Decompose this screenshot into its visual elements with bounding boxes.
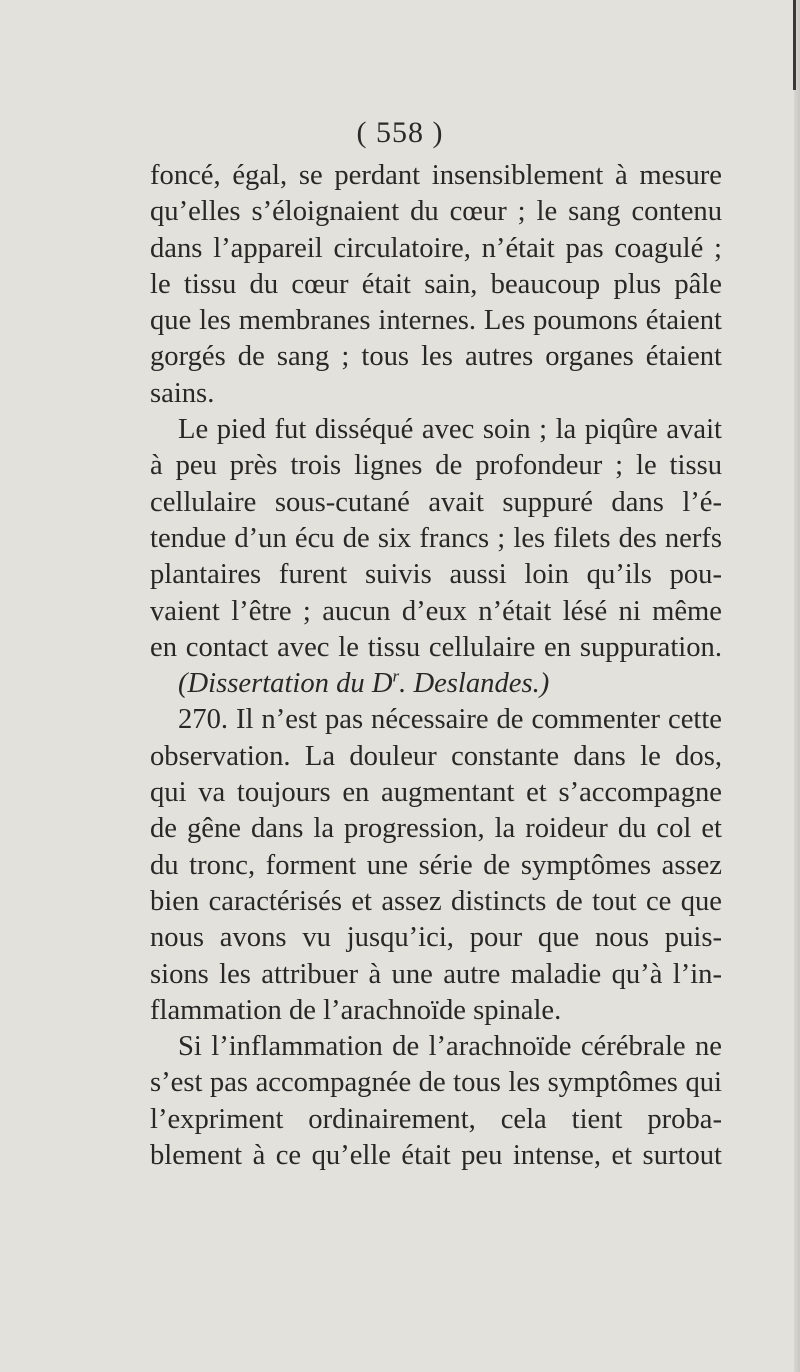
text-line: à peu près trois lignes de profondeur ; le tissu	[150, 450, 722, 482]
body-text	[150, 158, 722, 1174]
text-line: Le pied fut disséqué avec soin ; la piqûre avait	[178, 414, 722, 446]
text-line: gorgés de sang ; tous les autres organes étaient	[150, 341, 722, 373]
page-number: ( 558 )	[356, 116, 444, 149]
text-line: bien caractérisés et assez distincts de tout ce que	[150, 885, 722, 917]
text-line: sains.	[150, 377, 215, 409]
text-line: du tronc, forment une série de symptômes assez	[150, 849, 722, 881]
page-edge	[794, 0, 800, 1372]
text-line: Si l’inflammation de l’arachnoïde cérébrale ne	[178, 1031, 722, 1063]
text-line: le tissu du cœur était sain, beaucoup plus pâle	[150, 268, 722, 300]
text-line: qu’elles s’éloignaient du cœur ; le sang contenu	[150, 196, 722, 228]
text-line: l’expriment ordinairement, cela tient proba-	[150, 1103, 722, 1135]
text-line: foncé, égal, se perdant insensiblement à mesure	[150, 160, 722, 191]
text-line: en contact avec le tissu cellulaire en suppuration.	[150, 631, 722, 663]
text-line: vaient l’être ; aucun d’eux n’était lésé ni même	[150, 595, 722, 627]
text-line: de gêne dans la progression, la roideur du col et	[150, 813, 722, 845]
text-line: que les membranes internes. Les poumons étaient	[150, 305, 722, 337]
text-line: blement à ce qu’elle était peu intense, et surtout	[150, 1140, 722, 1172]
text-line: observation. La douleur constante dans le dos,	[150, 740, 722, 772]
text-line: sions les attribuer à une autre maladie qu’à l’in-	[150, 958, 722, 990]
text-line: qui va toujours en augmentant et s’accompagne	[150, 777, 722, 809]
text-line: s’est pas accompagnée de tous les symptômes qui	[150, 1067, 722, 1099]
citation-open-paren: (	[178, 668, 188, 700]
text-line: plantaires furent suivis aussi loin qu’ils pou-	[150, 559, 722, 591]
citation-superscript: r	[392, 666, 400, 686]
text-line: nous avons vu jusqu’ici, pour que nous puis-	[150, 922, 722, 954]
citation	[150, 666, 722, 702]
page-edge-mark	[793, 0, 796, 90]
text-line: cellulaire sous-cutané avait suppuré dans l’é-	[150, 486, 722, 518]
text-line: tendue d’un écu de six francs ; les filets des nerfs	[150, 522, 722, 554]
text-line: 270. Il n’est pas nécessaire de commenter cette	[178, 704, 722, 736]
text-line: flammation de l’arachnoïde spinale.	[150, 994, 562, 1026]
citation-author: . Deslandes.	[399, 668, 540, 700]
citation-text: Dissertation du D	[187, 668, 393, 700]
citation-close-paren: )	[539, 668, 550, 700]
text-line: dans l’appareil circulatoire, n’était pas coagulé ;	[150, 232, 722, 264]
